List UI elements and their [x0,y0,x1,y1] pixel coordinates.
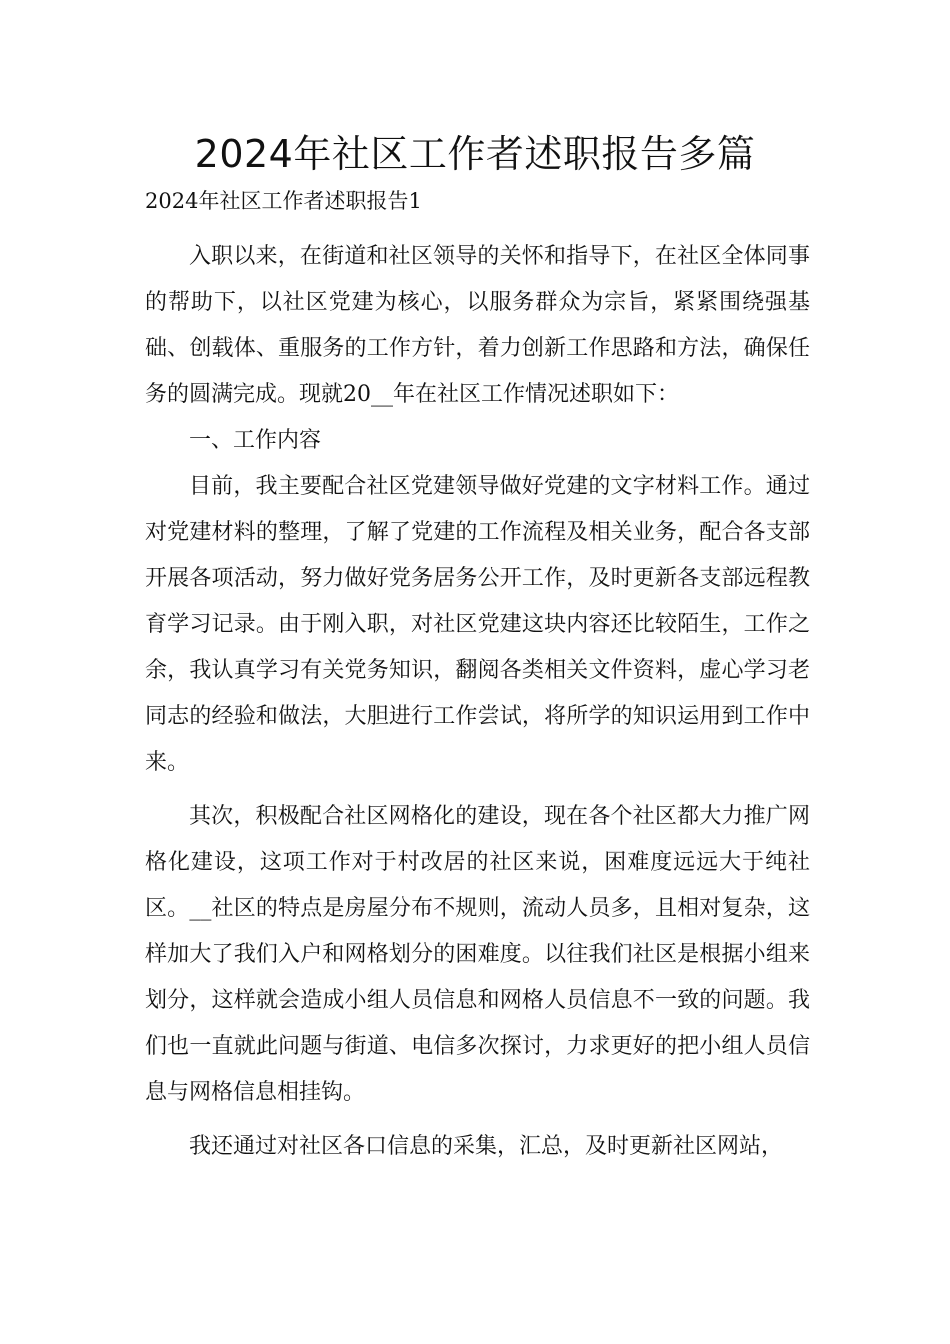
paragraph-information-collection: 我还通过对社区各口信息的采集，汇总，及时更新社区网站， [189,1134,784,1159]
document-subtitle: 2024年社区工作者述职报告1 [145,189,422,213]
paragraph-party-building: 目前，我主要配合社区党建领导做好党建的文字材料工作。通过对党建材料的整理，了解了党建的工作流程及相关业务，配合各支部开展各项活动，努力做好党务居务公开工作，及时更新各支部远程教育学习记录。由于刚入职，对社区党建这块内容还比较陌生，工作之余，我认真学习有关党务知识，翻阅各类相关文件资料，虚心学习老同志的经验和做法，大胆进行工作尝试，将所学的知识运用到工作中来。 [145,474,810,775]
paragraph-intro: 入职以来，在街道和社区领导的关怀和指导下，在社区全体同事的帮助下，以社区党建为核心，以服务群众为宗旨，紧紧围绕强基础、创载体、重服务的工作方针，着力创新工作思路和方法，确保任务的圆满完成。现就20__年在社区工作情况述职如下： [145,244,810,407]
document-body [145,234,810,1170]
section-heading-work-content: 一、工作内容 [189,428,322,453]
document-title: 2024年社区工作者述职报告多篇 [194,132,756,176]
paragraph-grid-management: 其次，积极配合社区网格化的建设，现在各个社区都大力推广网格化建设，这项工作对于村改居的社区来说，困难度远远大于纯社区。__社区的特点是房屋分布不规则，流动人员多，且相对复杂，这样加大了我们入户和网格划分的困难度。以往我们社区是根据小组来划分，这样就会造成小组人员信息和网格人员信息不一致的问题。我们也一直就此问题与街道、电信多次探讨，力求更好的把小组人员信息与网格信息相挂钩。 [145,804,810,1105]
